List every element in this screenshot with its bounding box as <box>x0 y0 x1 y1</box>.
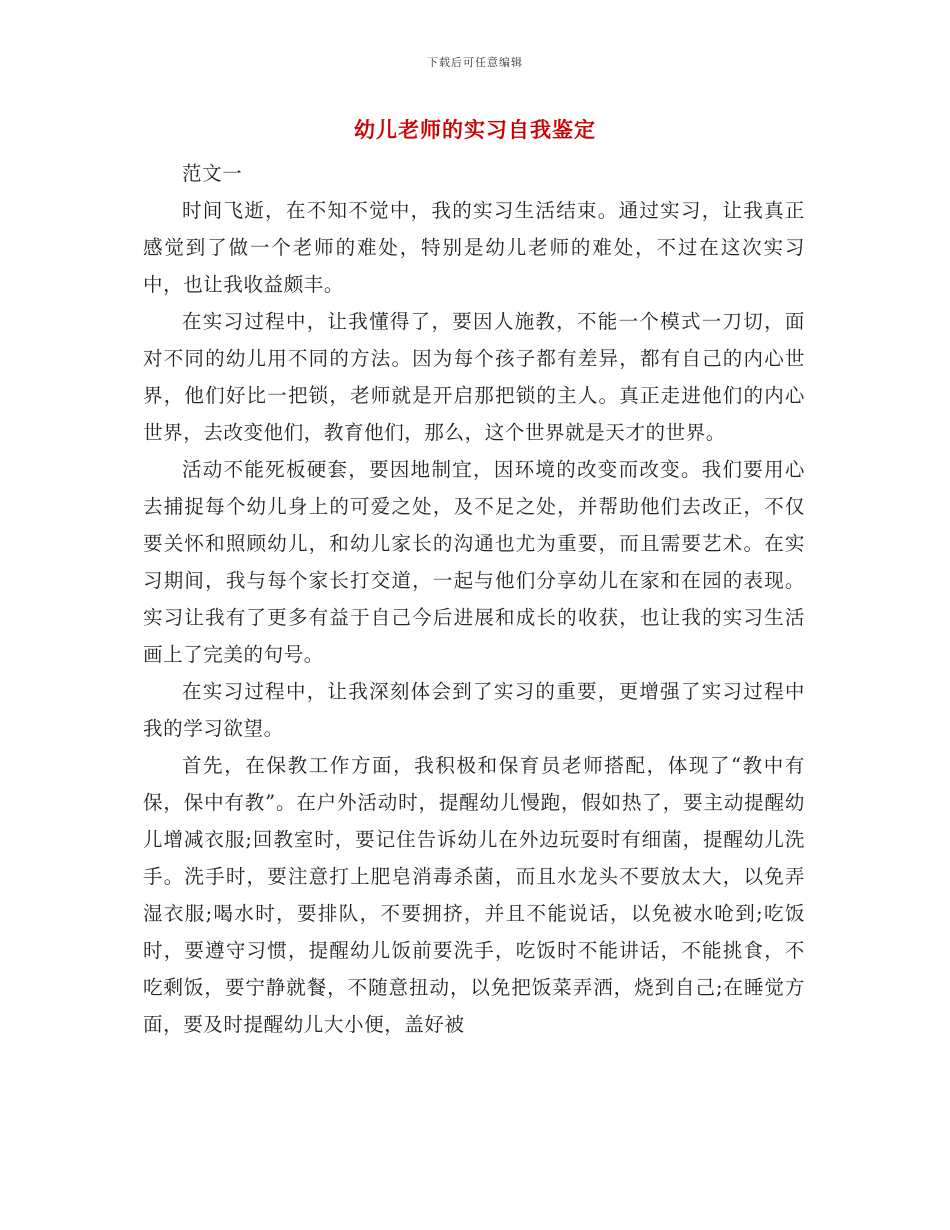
paragraph: 在实习过程中，让我懂得了，要因人施教，不能一个模式一刀切，面对不同的幼儿用不同的方法。因为每个孩子都有差异，都有自己的内心世界，他们好比一把锁，老师就是开启那把锁的主人。真正走进他们的内心世界，去改变他们，教育他们，那么，这个世界就是天才的世界。 <box>143 310 805 444</box>
section-label: 范文一 <box>182 162 243 185</box>
document-body <box>143 155 805 1043</box>
paragraph: 首先，在保教工作方面，我积极和保育员老师搭配，体现了“教中有保，保中有教”。在户外活动时，提醒幼儿慢跑，假如热了，要主动提醒幼儿增减衣服;回教室时，要记住告诉幼儿在外边玩耍时有细菌，提醒幼儿洗手。洗手时，要注意打上肥皂消毒杀菌，而且水龙头不要放太大，以免弄湿衣服;喝水时，要排队，不要拥挤，并且不能说话，以免被水呛到;吃饭时，要遵守习惯，提醒幼儿饭前要洗手，吃饭时不能讲话，不能挑食，不吃剩饭，要宁静就餐，不随意扭动，以免把饭菜弄洒，烧到自己;在睡觉方面，要及时提醒幼儿大小便，盖好被 <box>143 754 805 1036</box>
paragraph: 在实习过程中，让我深刻体会到了实习的重要，更增强了实习过程中我的学习欲望。 <box>143 680 805 740</box>
document-title: 幼儿老师的实习自我鉴定 <box>354 117 596 142</box>
page-header: 下载后可任意编辑 <box>427 56 523 69</box>
paragraph: 时间飞逝，在不知不觉中，我的实习生活结束。通过实习，让我真正感觉到了做一个老师的难处，特别是幼儿老师的难处，不过在这次实习中，也让我收益颇丰。 <box>143 199 805 296</box>
paragraph: 活动不能死板硬套，要因地制宜，因环境的改变而改变。我们要用心去捕捉每个幼儿身上的可爱之处，及不足之处，并帮助他们去改正，不仅要关怀和照顾幼儿，和幼儿家长的沟通也尤为重要，而且需要艺术。在实习期间，我与每个家长打交道，一起与他们分享幼儿在家和在园的表现。实习让我有了更多有益于自己今后进展和成长的收获，也让我的实习生活画上了完美的句号。 <box>143 458 805 666</box>
